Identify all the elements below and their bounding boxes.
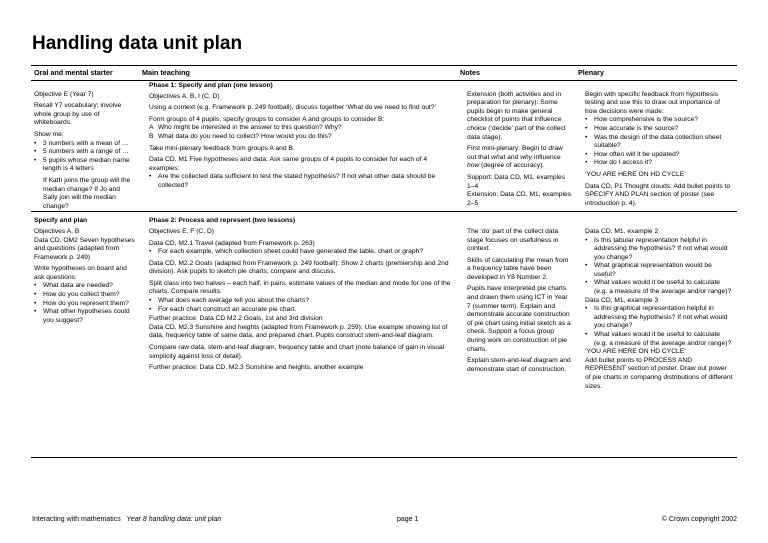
header-row bbox=[31, 66, 737, 81]
notes2-pie: Pupils have interpreted pie charts and drawn them using ICT in Year 7 (summer term). Explain and demonstrate accurate construction of pie chart using initial sketch as a check. Support a focus group during work on construction of pie charts. bbox=[467, 285, 571, 353]
phase2-notes-cell bbox=[457, 212, 575, 458]
starter-kath: If Kath joins the group will the median change? If Jo and Sally join will the median change? bbox=[43, 176, 131, 210]
plenary2-ex2: Data CD, M1, example 2 bbox=[585, 227, 659, 235]
plenary2-hd-cycle: ‘YOU ARE HERE ON HD CYCLE’ bbox=[585, 348, 686, 356]
plenary-thought-clouds: Data CD, P1 Thought clouds: Add bullet points to SPECIFY AND PLAN section of poster (see introduction p. 4). bbox=[585, 182, 731, 207]
plenary-intro: Begin with specific feedback from hypothesis testing and use this to draw out importance of how decisions were made: bbox=[585, 90, 720, 115]
starter2-om2: Data CD, OM2 Seven hypotheses and questions (adapted from Framework p. 249) bbox=[34, 236, 135, 261]
header-main: Main teaching bbox=[139, 66, 457, 81]
notes-extension-2: Extension: Data CD, M1, examples 2–5 bbox=[467, 191, 572, 207]
footer-source bbox=[32, 516, 221, 523]
main2-split: Split class into two halves – each half, in pairs, estimate values of the median and mode for one of the charts. Compare results: bbox=[149, 279, 451, 296]
main-mini-plenary: Take mini-plenary feedback from groups A and B. bbox=[149, 144, 295, 152]
list-item: • 5 numbers with a range of … bbox=[34, 148, 136, 157]
main-context: Using a context (e.g. Framework p. 249 football), discuss together ‘What do we need to find out?’ bbox=[149, 104, 436, 112]
plenary2-ex3-list bbox=[585, 305, 734, 348]
list-item: • For each chart construct an accurate pie chart. bbox=[149, 306, 454, 315]
starter-show-me: Show me: bbox=[34, 130, 64, 138]
footer-publication: Interacting with mathematics bbox=[32, 516, 121, 523]
list-item: • Was the design of the data collection sheet suitable? bbox=[585, 134, 734, 151]
main-m1: Data CD, M1 Five hypotheses and data: Ask same groups of 4 pupils to consider for each of 4 examples: bbox=[149, 156, 428, 172]
footer-unit: Year 8 handling data: unit plan bbox=[126, 516, 222, 523]
main-m1-list bbox=[149, 173, 454, 190]
phase1-notes-cell bbox=[457, 81, 575, 212]
list-item: • Is this graphical representation helpful in addressing the hypothesis? If not what would you change? bbox=[585, 305, 734, 331]
notes2-mean: Skills of calculating the mean from a frequency table have been developed in Y8 Number 2. bbox=[467, 256, 569, 281]
main2-m23: Data CD, M2.3 Sunshine and heights (adapted from Framework p. 259): Use example showing list of data, frequency table of same data, and prepared chart. Pupils construct stem-and-leaf diagram. bbox=[149, 323, 448, 340]
phase2-plenary-cell bbox=[575, 212, 737, 458]
phase1-starter-cell bbox=[31, 81, 139, 212]
footer-page-number: page 1 bbox=[397, 516, 419, 523]
main-group-a bbox=[149, 124, 454, 133]
main2-m21-list bbox=[149, 248, 454, 257]
header-notes: Notes bbox=[457, 66, 575, 81]
plenary2-ex2-list bbox=[585, 237, 734, 297]
list-item: • Is this tabular representation helpful in addressing the hypothesis? If not what would you change? bbox=[585, 237, 734, 263]
footer-copyright: © Crown copyright 2002 bbox=[661, 516, 737, 523]
list-item: • What data are needed? bbox=[34, 282, 136, 291]
group-b-key: B bbox=[149, 132, 154, 140]
phase1-plenary-cell bbox=[575, 81, 737, 212]
phase1-heading: Phase 1: Specify and plan (one lesson) bbox=[149, 82, 273, 89]
notes2-do: The ‘do’ part of the collect data stage focuses on usefulness in context. bbox=[467, 227, 559, 253]
main-group-b bbox=[149, 133, 454, 142]
notes-mini-plenary: First mini-plenary: Begin to draw out that what and why influence how (degree of accuracy). bbox=[467, 145, 563, 170]
notes-extension: Extension (both activities and in preparation for plenary): Some pupils begin to make general checklist of points that influence choice (‘decide’ part of the collect data stage). bbox=[467, 90, 566, 141]
starter2-list bbox=[34, 282, 136, 325]
main2-compare: Compare raw data, stem-and-leaf diagram, frequency table and chart (note balance of gain in visual simplicity against loss of detail). bbox=[149, 344, 445, 360]
list-item: • What other hypotheses could you suggest? bbox=[34, 308, 136, 325]
starter2-objectives: Objectives A, B bbox=[34, 227, 80, 235]
list-item: • How comprehensive is the source? bbox=[585, 116, 734, 125]
main-objectives: Objectives A, B, I (C, D) bbox=[149, 92, 220, 100]
starter-objective: Objective E (Year 7) bbox=[34, 90, 94, 98]
main2-m21: Data CD, M2.1 Travel (adapted from Framework p. 263) bbox=[149, 239, 315, 247]
list-item: • How do you represent them? bbox=[34, 300, 136, 309]
list-item: • Are the collected data sufficient to test the stated hypothesis? If not what other data should be collected? bbox=[149, 173, 454, 190]
main2-split-list bbox=[149, 297, 454, 314]
phase2-starter-cell bbox=[31, 212, 139, 458]
list-item: • How do you collect them? bbox=[34, 291, 136, 300]
plenary2-add: Add bullet points to PROCESS AND REPRESENT section of poster. Draw out power of pie charts in comparing distributions of different sizes. bbox=[585, 356, 733, 390]
unit-plan-table bbox=[31, 65, 737, 458]
main-form: Form groups of 4 pupils, specify groups to consider A and groups to consider B: bbox=[149, 115, 385, 123]
list-item: • 5 pupils whose median name length is 4 letters bbox=[34, 157, 136, 174]
list-item: • What does each average tell you about the charts? bbox=[149, 297, 454, 306]
list-item: • What values would it be useful to calculate (e.g. a measure of the average and/or range)? bbox=[585, 331, 734, 348]
notes2-stem: Explain stem-and-leaf diagram and demonstrate start of construction. bbox=[467, 357, 571, 373]
phase2-row bbox=[31, 212, 737, 458]
list-item: • 3 numbers with a mean of … bbox=[34, 140, 136, 149]
list-item: • How accurate is the source? bbox=[585, 125, 734, 134]
header-starter: Oral and mental starter bbox=[31, 66, 139, 81]
phase1-main-cell bbox=[139, 81, 457, 212]
main2-objectives: Objectives E, F (C, D) bbox=[149, 227, 215, 235]
list-item: • What values would it be useful to calculate (e.g. a measure of the average and/or range)? bbox=[585, 279, 734, 296]
notes-support: Support: Data CD, M1, examples 1–4 bbox=[467, 173, 566, 190]
group-a-key: A bbox=[149, 124, 154, 132]
main2-further1: Further practice: Data CD M2.2 Goals, 1st and 3rd division bbox=[149, 315, 323, 323]
phase1-row bbox=[31, 81, 737, 212]
group-a-text: Who might be interested in the answer to this question? Why? bbox=[158, 124, 342, 132]
phase2-heading: Phase 2: Process and represent (two lessons) bbox=[149, 217, 296, 225]
list-item: • What graphical representation would be useful? bbox=[585, 262, 734, 279]
list-item: • How often will it be updated? bbox=[585, 151, 734, 160]
starter2-write: Write hypotheses on board and ask questions: bbox=[34, 265, 127, 281]
list-item: • How do I access it? bbox=[585, 159, 734, 168]
main2-further2: Further practice: Data CD, M2.3 Sunshine and heights, another example bbox=[149, 364, 364, 372]
plenary-hd-cycle: ‘YOU ARE HERE ON HD CYCLE’ bbox=[585, 170, 686, 178]
page-title: Handling data unit plan bbox=[32, 33, 243, 54]
list-item: • For each example, which collection sheet could have generated the table, chart or graph? bbox=[149, 248, 454, 257]
plenary2-ex3: Data CD, M1, example 3 bbox=[585, 296, 659, 304]
plenary-list bbox=[585, 116, 734, 168]
starter-recall: Recall Y7 vocabulary; involve whole group by use of whiteboards. bbox=[34, 102, 122, 127]
starter2-title: Specify and plan bbox=[34, 217, 88, 225]
group-b-text: What data do you need to collect? How would you do this? bbox=[158, 132, 332, 140]
phase2-main-cell bbox=[139, 212, 457, 458]
main2-m22: Data CD, M2.2 Goals (adapted from Framework p. 249 football): Show 2 charts (premiership and 2nd division). Ask pupils to sketch pie charts; compare and discuss. bbox=[149, 259, 449, 276]
starter-show-list bbox=[34, 140, 136, 174]
header-plenary: Plenary bbox=[575, 66, 737, 81]
